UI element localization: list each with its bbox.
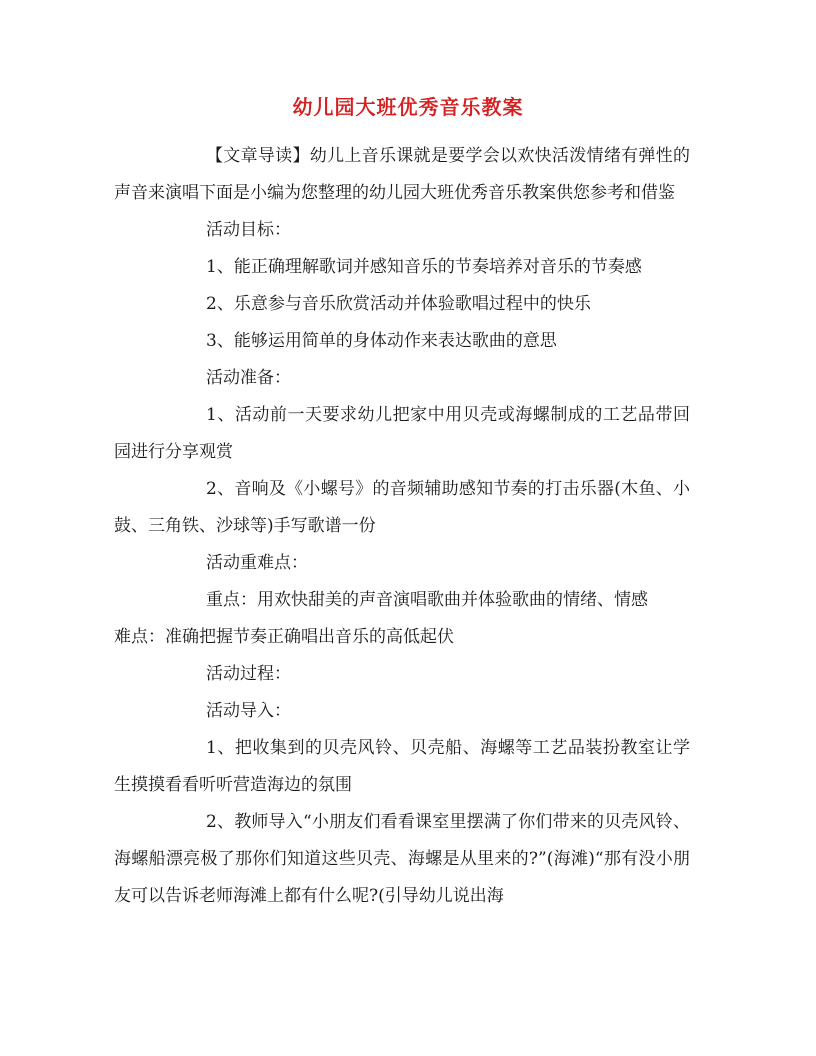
heading-activity-goals: 活动目标： bbox=[206, 220, 291, 240]
heading-activity-intro: 活动导入： bbox=[206, 701, 291, 721]
key-point: 重点：用欢快甜美的声音演唱歌曲并体验歌曲的情绪、情感 bbox=[206, 590, 648, 610]
heading-key-difficult-points: 活动重难点： bbox=[206, 553, 308, 573]
goal-item: 3、能够运用简单的身体动作来表达歌曲的意思 bbox=[206, 331, 557, 351]
paragraph-intro: 【文章导读】幼儿上音乐课就是要学会以欢快活泼情绪有弹性的声音来演唱下面是小编为您整理的幼儿园大班优秀音乐教案供您参考和借鉴 bbox=[114, 146, 690, 203]
difficult-point: 难点：准确把握节奏正确唱出音乐的高低起伏 bbox=[114, 627, 454, 647]
process-item: 1、把收集到的贝壳风铃、贝壳船、海螺等工艺品装扮教室让学生摸摸看看听听营造海边的氛围 bbox=[114, 738, 690, 795]
goal-item: 1、能正确理解歌词并感知音乐的节奏培养对音乐的节奏感 bbox=[206, 257, 642, 277]
heading-activity-prep: 活动准备： bbox=[206, 368, 291, 388]
document-body bbox=[114, 138, 690, 915]
prep-item: 1、活动前一天要求幼儿把家中用贝壳或海螺制成的工艺品带回园进行分享观赏 bbox=[114, 405, 690, 462]
document-title: 幼儿园大班优秀音乐教案 bbox=[292, 95, 524, 119]
goal-item: 2、乐意参与音乐欣赏活动并体验歌唱过程中的快乐 bbox=[206, 294, 591, 314]
heading-activity-process: 活动过程： bbox=[206, 664, 291, 684]
process-item: 2、教师导入“小朋友们看看课室里摆满了你们带来的贝壳风铃、海螺船漂亮极了那你们知道这些贝壳、海螺是从里来的?”(海滩)“那有没小朋友可以告诉老师海滩上都有什么呢?(引导幼儿说出海 bbox=[114, 812, 690, 906]
prep-item: 2、音响及《小螺号》的音频辅助感知节奏的打击乐器(木鱼、小鼓、三角铁、沙球等)手写歌谱一份 bbox=[114, 479, 690, 536]
